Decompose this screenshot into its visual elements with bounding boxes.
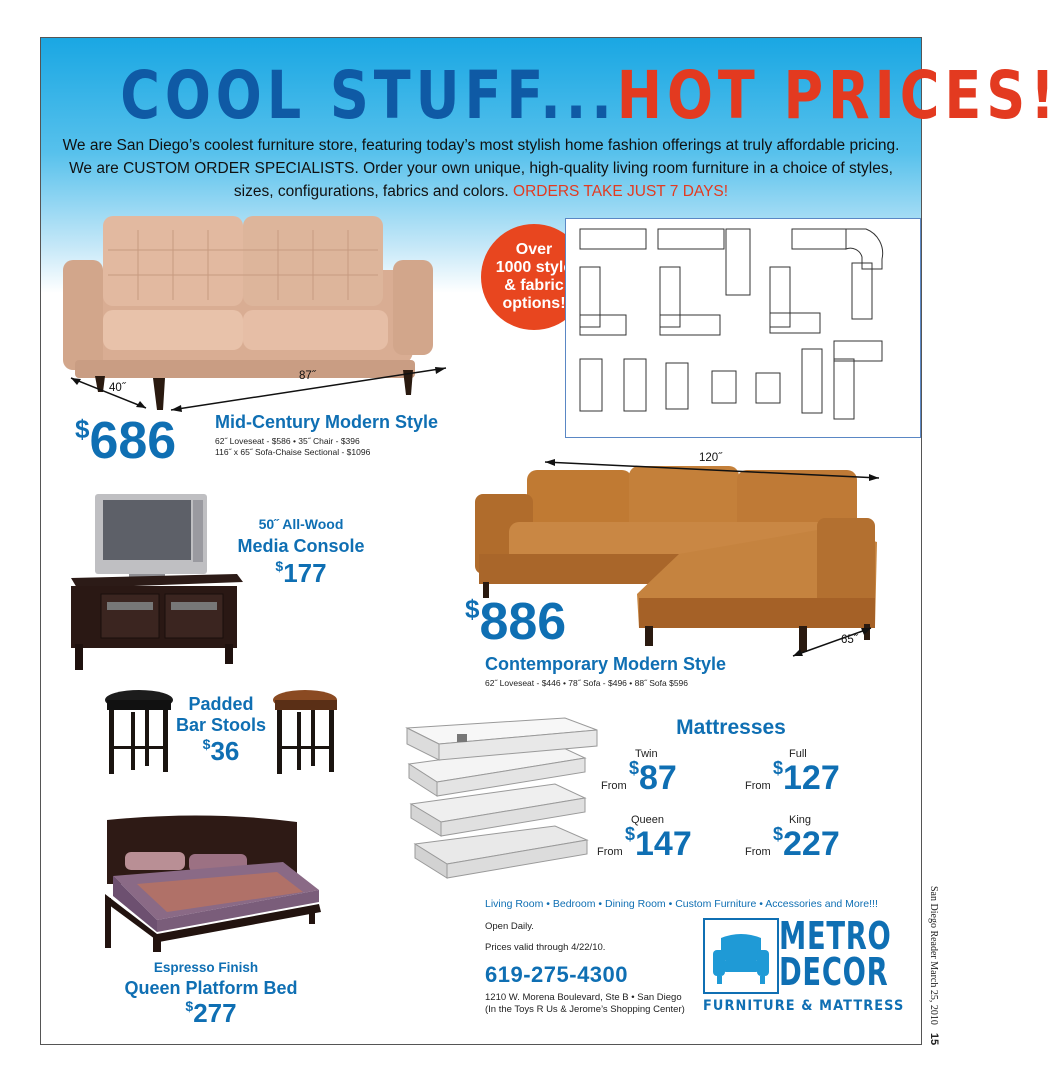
contemporary-title: Contemporary Modern Style: [485, 654, 727, 674]
mattress-stack-image: [405, 716, 605, 884]
mattress-full-size: Full: [789, 748, 807, 760]
mid-century-depth-label: 40˝: [109, 382, 126, 394]
mid-century-price-symbol: $: [75, 414, 90, 444]
mattress-twin-size: Twin: [635, 748, 658, 760]
headline-part1: COOL STUFF...: [120, 57, 617, 134]
prices-valid: Prices valid through 4/22/10.: [485, 942, 606, 953]
media-console-price: [241, 558, 361, 589]
bar-stools-line2: Bar Stools: [175, 715, 267, 735]
mattresses-title: Mattresses: [676, 716, 786, 739]
burst-line2: 1000 style: [495, 259, 573, 276]
headline-part2: HOT PRICES!: [616, 57, 1060, 134]
store-phone: 619-275-4300: [485, 962, 629, 987]
media-console-size: 50˝ All-Wood: [258, 516, 344, 532]
mattress-king-price-symbol: $: [773, 824, 784, 844]
intro-highlight: ORDERS TAKE JUST 7 DAYS!: [513, 183, 729, 200]
mattress-twin-price: [629, 758, 677, 798]
mid-century-title: Mid-Century Modern Style: [215, 412, 439, 432]
mattress-twin-price-value: 87: [639, 759, 677, 797]
contemporary-detail-line1: 62˝ Loveseat - $446 • 78˝ Sofa - $496 • 88˝ Sofa $596: [485, 678, 689, 688]
publication-credit: San Diego Reader March 25, 2010: [928, 886, 939, 1025]
mattress-full-price-symbol: $: [773, 758, 784, 778]
burst-line1: Over: [515, 241, 553, 258]
mid-century-details: [215, 436, 370, 458]
store-address-line1: 1210 W. Morena Boulevard, Ste B • San Diego: [485, 992, 682, 1003]
media-console-price-value: 177: [283, 558, 327, 588]
mattress-queen-from: From: [597, 846, 623, 858]
bar-stools-price-value: 36: [210, 736, 240, 766]
mattress-queen-price-value: 147: [635, 825, 692, 863]
bar-stools-line1: Padded: [188, 694, 254, 714]
mattress-queen-price-symbol: $: [625, 824, 636, 844]
platform-bed-image: [97, 814, 327, 954]
contemporary-price: [465, 594, 566, 650]
mattress-twin: [601, 748, 721, 808]
mattress-full-price-value: 127: [783, 759, 840, 797]
contemporary-price-value: 886: [479, 593, 567, 651]
mid-century-width-label: 87˝: [299, 370, 316, 382]
mattress-king-from: From: [745, 846, 771, 858]
mid-century-price: [75, 414, 176, 468]
logo-tagline: FURNITURE & MATTRESS: [703, 998, 905, 1014]
store-address: [485, 992, 685, 1016]
mattress-king-size: King: [789, 814, 812, 826]
media-console-title: Media Console: [237, 536, 365, 556]
bed-price-symbol: $: [185, 998, 194, 1014]
store-address-line2: (In the Toys R Us & Jerome’s Shopping Center): [485, 1004, 685, 1015]
mattress-full-from: From: [745, 780, 771, 792]
burst-line4: options!: [502, 295, 566, 312]
bed-title: Queen Platform Bed: [124, 978, 298, 998]
contemporary-dimension-lines: [537, 458, 887, 668]
mattress-king-price: [773, 824, 840, 864]
logo-metro: METRO: [779, 914, 892, 958]
page-number: 15: [928, 1032, 940, 1046]
intro-paragraph: [61, 134, 901, 203]
bed-price: [166, 998, 256, 1029]
armchair-icon: [705, 920, 777, 992]
mattress-king: [745, 814, 865, 874]
store-categories: Living Room • Bedroom • Dining Room • Custom Furniture • Accessories and More!!!: [485, 898, 878, 910]
contemporary-depth-label: 65˝: [841, 634, 858, 646]
bar-stools-price: [191, 736, 251, 767]
mid-century-price-value: 686: [89, 412, 177, 470]
headline: [120, 57, 1060, 134]
media-console-price-symbol: $: [275, 558, 284, 574]
mattress-queen-price: [625, 824, 692, 864]
mid-century-detail-line1: 62˝ Loveseat - $586 • 35˝ Chair - $396: [215, 436, 360, 446]
contemporary-price-symbol: $: [465, 594, 480, 624]
bar-stools-title: [171, 694, 271, 736]
metro-decor-logo: [703, 914, 905, 1028]
mattress-full: [745, 748, 865, 808]
logo-decor: DECOR: [779, 950, 889, 994]
burst-line3: & fabric: [504, 277, 564, 294]
mid-century-detail-line2: 116˝ x 65˝ Sofa-Chaise Sectional - $1096: [215, 447, 371, 457]
store-hours: Open Daily.: [485, 921, 534, 932]
intro-text: We are San Diego’s coolest furniture store, featuring today’s most stylish home fashion offerings at truly affordable pricing. We are CUSTOM ORDER SPECIALISTS. Order your own unique, high-quality living room furniture in a choice of styles, sizes, configurations, fabrics and colors.: [62, 137, 900, 200]
bed-price-value: 277: [193, 998, 237, 1028]
mattress-queen: [597, 814, 717, 874]
logo-frame: [703, 918, 779, 994]
side-publication-text: [928, 886, 940, 1045]
bed-finish: Espresso Finish: [153, 960, 259, 975]
mattress-king-price-value: 227: [783, 825, 840, 863]
mattress-queen-size: Queen: [631, 814, 665, 826]
mattress-twin-from: From: [601, 780, 627, 792]
media-console-image: [67, 494, 247, 672]
mattress-twin-price-symbol: $: [629, 758, 640, 778]
bar-stools-price-symbol: $: [202, 736, 211, 752]
contemporary-width-label: 120˝: [699, 452, 723, 464]
mattress-full-price: [773, 758, 840, 798]
configuration-diagram: [565, 218, 921, 438]
